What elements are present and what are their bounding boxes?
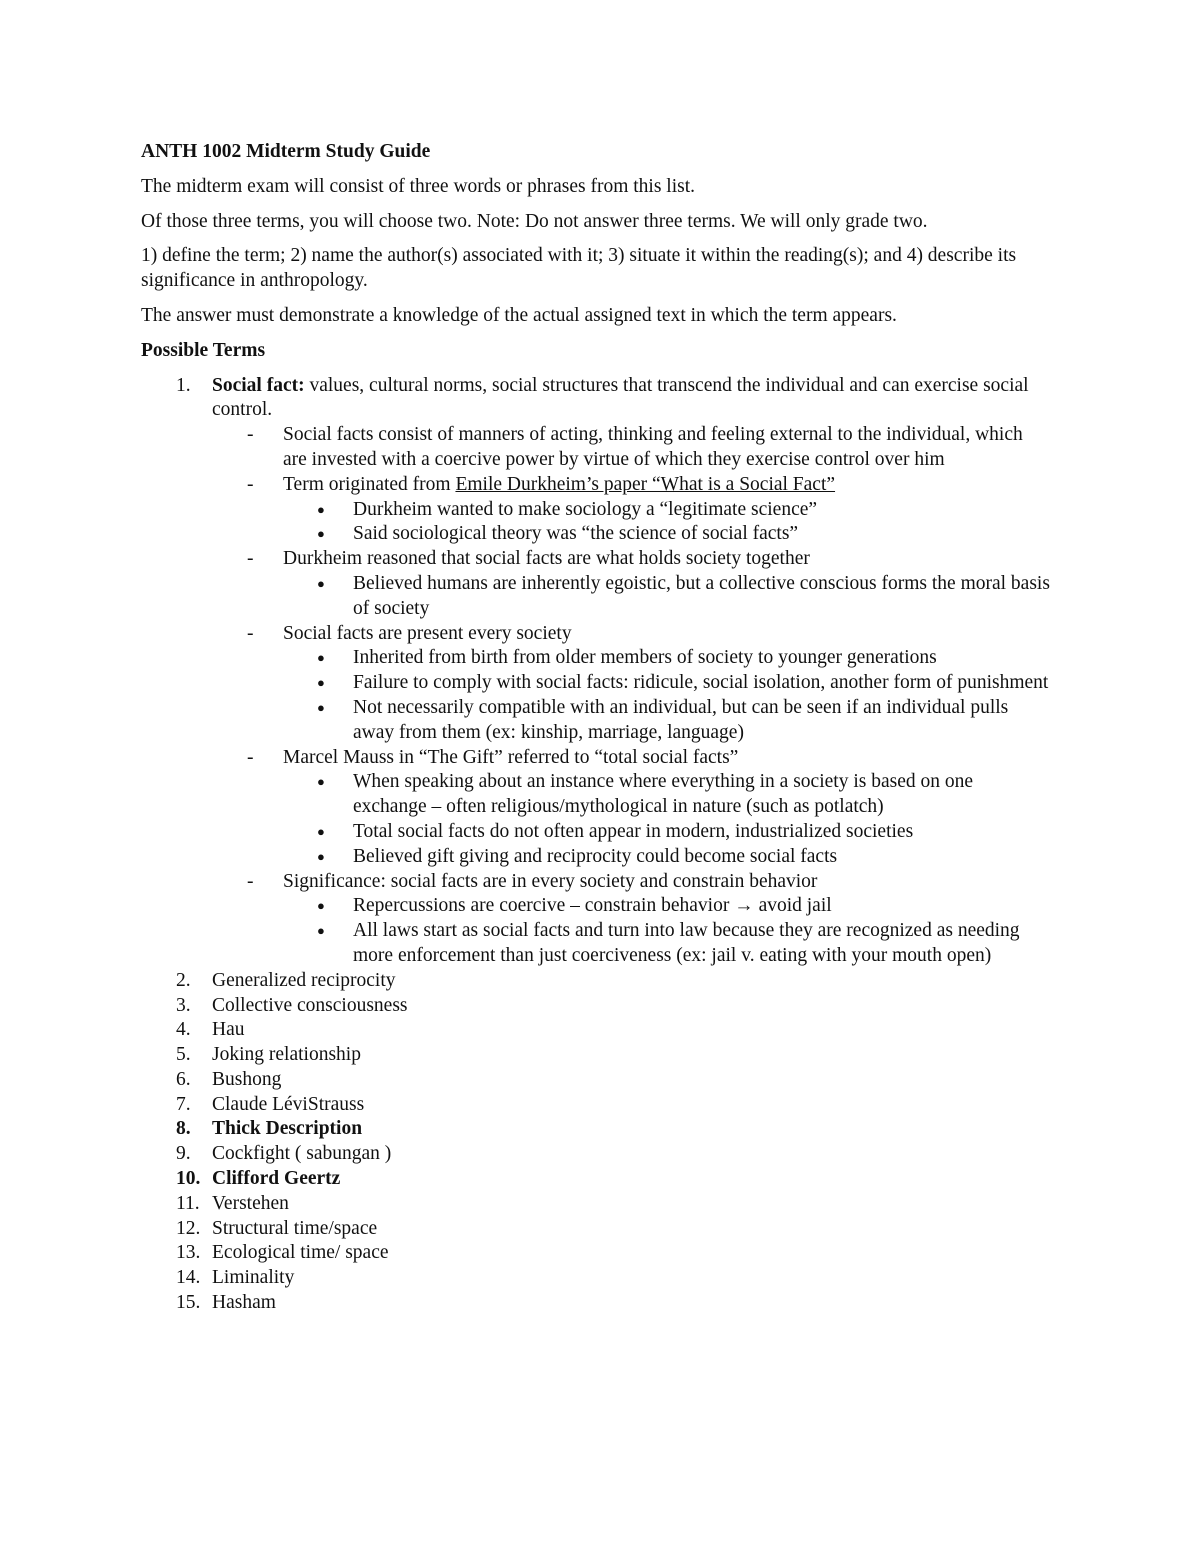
subpoint-text: Significance: social facts are in every society and constrain behavior — [283, 870, 818, 892]
term-text: Liminality — [212, 1267, 295, 1289]
term-number: 8. — [176, 1118, 191, 1140]
term-text: Thick Description — [212, 1118, 363, 1140]
term-item — [141, 1192, 1051, 1217]
term-text: Generalized reciprocity — [212, 969, 396, 991]
term-item — [141, 1266, 1051, 1291]
bullet-list — [283, 770, 1051, 869]
term-item — [141, 1291, 1051, 1316]
document-page — [141, 140, 1051, 1316]
term-text: Verstehen — [212, 1192, 289, 1214]
term-text: Hau — [212, 1019, 245, 1041]
intro-paragraph-2: Of those three terms, you will choose two. Note: Do not answer three terms. We will only grade two. — [141, 210, 928, 232]
bullet-item — [283, 671, 1051, 696]
bullet-marker: ● — [317, 699, 325, 715]
dash-marker: - — [247, 473, 254, 495]
bullet-text: Said sociological theory was “the science of social facts” — [353, 523, 799, 545]
bullet-marker: ● — [317, 501, 325, 517]
term-number: 3. — [176, 994, 191, 1016]
term-number: 7. — [176, 1093, 191, 1115]
bullet-text: Believed gift giving and reciprocity could become social facts — [353, 845, 838, 867]
intro-paragraph-4: The answer must demonstrate a knowledge of the actual assigned text in which the term appears. — [141, 304, 897, 326]
subpoint-item — [212, 746, 1051, 870]
dash-marker: - — [247, 870, 254, 892]
bullet-text: Failure to comply with social facts: ridicule, social isolation, another form of punishment — [353, 672, 1049, 694]
bullet-list — [283, 572, 1051, 622]
subpoint-item — [212, 423, 1051, 473]
bullet-marker: ● — [317, 575, 325, 591]
bullet-marker: ● — [317, 823, 325, 839]
subpoint-item — [212, 622, 1051, 746]
bullet-text: Believed humans are inherently egoistic, but a collective conscious forms the moral basis of society — [353, 572, 1050, 619]
bullet-text: Repercussions are coercive – constrain behavior — [353, 895, 735, 917]
term-item — [141, 1068, 1051, 1093]
bullet-text: Inherited from birth from older members of society to younger generations — [353, 647, 937, 669]
term-item — [141, 1142, 1051, 1167]
document-title: ANTH 1002 Midterm Study Guide — [141, 141, 431, 162]
bullet-item — [283, 919, 1051, 969]
term-item — [141, 1018, 1051, 1043]
term-text: Hasham — [212, 1292, 276, 1314]
bullet-marker: ● — [317, 675, 325, 691]
bullet-marker: ● — [317, 650, 325, 666]
bullet-item — [283, 894, 1051, 919]
bullet-marker: ● — [317, 898, 325, 914]
term-number: 12. — [176, 1217, 201, 1239]
term-item — [141, 969, 1051, 994]
term-text: Ecological time/ space — [212, 1242, 389, 1264]
bullet-item — [283, 845, 1051, 870]
bullet-marker: ● — [317, 774, 325, 790]
term-number: 11. — [176, 1192, 200, 1214]
dash-marker: - — [247, 746, 254, 768]
source-reference: Emile Durkheim’s paper “What is a Social Fact” — [455, 473, 836, 495]
term-text: Clifford Geertz — [212, 1168, 341, 1190]
subpoint-text: Durkheim reasoned that social facts are what holds society together — [283, 548, 810, 570]
term-item — [141, 1217, 1051, 1242]
bullet-marker: ● — [317, 923, 325, 939]
term-number: 2. — [176, 969, 191, 991]
bullet-item — [283, 498, 1051, 523]
term-number: 15. — [176, 1292, 201, 1314]
term-number: 14. — [176, 1267, 201, 1289]
subpoint-text: Marcel Mauss in “The Gift” referred to “total social facts” — [283, 746, 739, 768]
term-number: 1. — [176, 374, 191, 396]
subpoint-item — [212, 870, 1051, 969]
bullet-text: Not necessarily compatible with an individual, but can be seen if an individual pulls away from them (ex: kinship, marriage, language) — [353, 696, 1009, 743]
bullet-list — [283, 894, 1051, 968]
term-item — [141, 1241, 1051, 1266]
remaining-terms-list — [141, 969, 1051, 1316]
bullet-item — [283, 696, 1051, 746]
bullet-marker: ● — [317, 526, 325, 542]
bullet-text: When speaking about an instance where everything in a society is based on one exchange – often religious/mythological in nature (such as potlatch) — [353, 771, 974, 818]
term-number: 13. — [176, 1242, 201, 1264]
arrow-right-icon: → — [734, 895, 754, 917]
subpoint-text: Social facts are present every society — [283, 622, 572, 644]
subpoint-text: Term originated from — [283, 473, 456, 495]
bullet-item — [283, 820, 1051, 845]
bullet-item — [283, 770, 1051, 820]
bullet-item — [283, 646, 1051, 671]
term-number: 10. — [176, 1168, 201, 1190]
term-text: Claude LéviStrauss — [212, 1093, 365, 1115]
subpoint-item — [212, 547, 1051, 621]
subpoint-text: Social facts consist of manners of acting, thinking and feeling external to the individual, which are invested with a coercive power by virtue of which they exercise control over him — [283, 424, 1023, 470]
intro-paragraph-1: The midterm exam will consist of three words or phrases from this list. — [141, 175, 696, 197]
subpoint-item — [212, 473, 1051, 547]
intro-paragraph-3: 1) define the term; 2) name the author(s) associated with it; 3) situate it within the reading(s); and 4) describe its significance in anthropology. — [141, 245, 1017, 292]
term-text: Collective consciousness — [212, 994, 408, 1016]
bullet-item — [283, 522, 1051, 547]
dash-marker: - — [247, 622, 254, 644]
section-heading: Possible Terms — [141, 339, 266, 361]
term-item — [141, 994, 1051, 1019]
bullet-item — [283, 572, 1051, 622]
dash-marker: - — [247, 424, 254, 446]
term-item — [141, 1117, 1051, 1142]
term-number: 9. — [176, 1143, 191, 1165]
term-definition: values, cultural norms, social structures that transcend the individual and can exercise social control. — [212, 374, 1029, 421]
bullet-marker: ● — [317, 848, 325, 864]
term-number: 6. — [176, 1068, 191, 1090]
term-text: Joking relationship — [212, 1044, 361, 1066]
term-number: 5. — [176, 1044, 191, 1066]
term-item-social-fact — [141, 374, 1051, 969]
term-number: 4. — [176, 1019, 191, 1041]
subpoint-list — [212, 423, 1051, 969]
bullet-text: avoid jail — [753, 895, 832, 917]
bullet-text: Durkheim wanted to make sociology a “legitimate science” — [353, 498, 818, 520]
term-label: Social fact: — [212, 374, 305, 396]
term-text: Structural time/space — [212, 1217, 378, 1239]
bullet-list — [283, 646, 1051, 745]
dash-marker: - — [247, 548, 254, 570]
term-text: Bushong — [212, 1068, 282, 1090]
bullet-text: Total social facts do not often appear in modern, industrialized societies — [353, 820, 914, 842]
bullet-text: All laws start as social facts and turn into law because they are recognized as needing more enforcement than just coerciveness (ex: jail v. eating with your mouth open) — [353, 920, 1020, 966]
term-item — [141, 1043, 1051, 1068]
term-text: Cockfight ( sabungan ) — [212, 1143, 392, 1165]
bullet-list — [283, 498, 1051, 548]
term-item — [141, 1093, 1051, 1118]
terms-list — [141, 374, 1051, 969]
term-item — [141, 1167, 1051, 1192]
